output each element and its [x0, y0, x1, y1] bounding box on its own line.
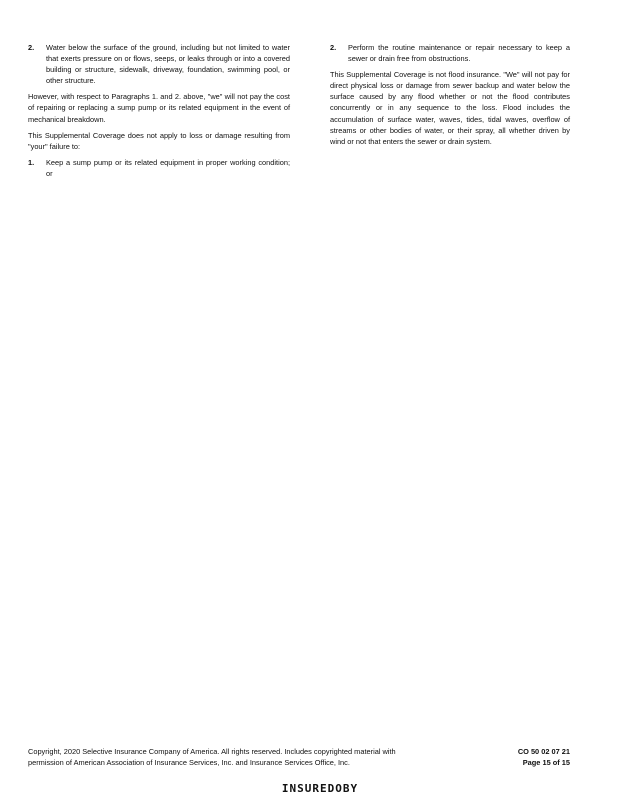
- page-number: Page 15 of 15: [522, 758, 570, 767]
- footer-form-info: [480, 746, 570, 768]
- item-text: Water below the surface of the ground, including but not limited to water that exerts pressure on or flows, seeps, or leaks through or into a covered building or structure, sidewalk, driveway, foundation, swimming pool, or other structure.: [46, 43, 290, 86]
- item-number: 2.: [28, 43, 35, 52]
- paragraph-exclusion: This Supplemental Coverage does not apply to loss or damage resulting from "your" failure to:: [28, 130, 290, 151]
- brand-watermark: INSUREDOBY: [281, 782, 359, 795]
- paragraph-however: However, with respect to Paragraphs 1. and 2. above, "we" will not pay the cost of repairing or replacing a sump pump or its related equipment in the event of mechanical breakdown.: [28, 92, 290, 124]
- item-text: Perform the routine maintenance or repair necessary to keep a sewer or drain free from obstructions.: [348, 43, 570, 64]
- item-number: 2.: [330, 43, 337, 52]
- left-column: [28, 42, 290, 184]
- list-item: [28, 42, 290, 86]
- form-number: CO 50 02 07 21: [517, 747, 570, 756]
- paragraph-flood: This Supplemental Coverage is not flood insurance. "We" will not pay for direct physical loss or damage from sewer backup and water below the surface caused by any flood whether or not the flood contributes concurrently or in any sequence to the loss. Flood includes the accumulation of surface water, waves, tides, tidal waves, overflow of streams or other bodies of water, or their spray, all whether driven by wind or not that enters the sewer or drain system.: [330, 70, 570, 146]
- item-number: 1.: [28, 157, 35, 167]
- item-text: Keep a sump pump or its related equipment in proper working condition; or: [46, 157, 290, 178]
- right-column: [330, 42, 570, 152]
- list-item: [28, 157, 290, 179]
- list-item: [330, 42, 570, 64]
- footer-copyright: Copyright, 2020 Selective Insurance Company of America. All rights reserved. Includes copyrighted material with permission of American Association of Insurance Services, Inc. and Insurance Services Office, Inc.: [28, 747, 396, 767]
